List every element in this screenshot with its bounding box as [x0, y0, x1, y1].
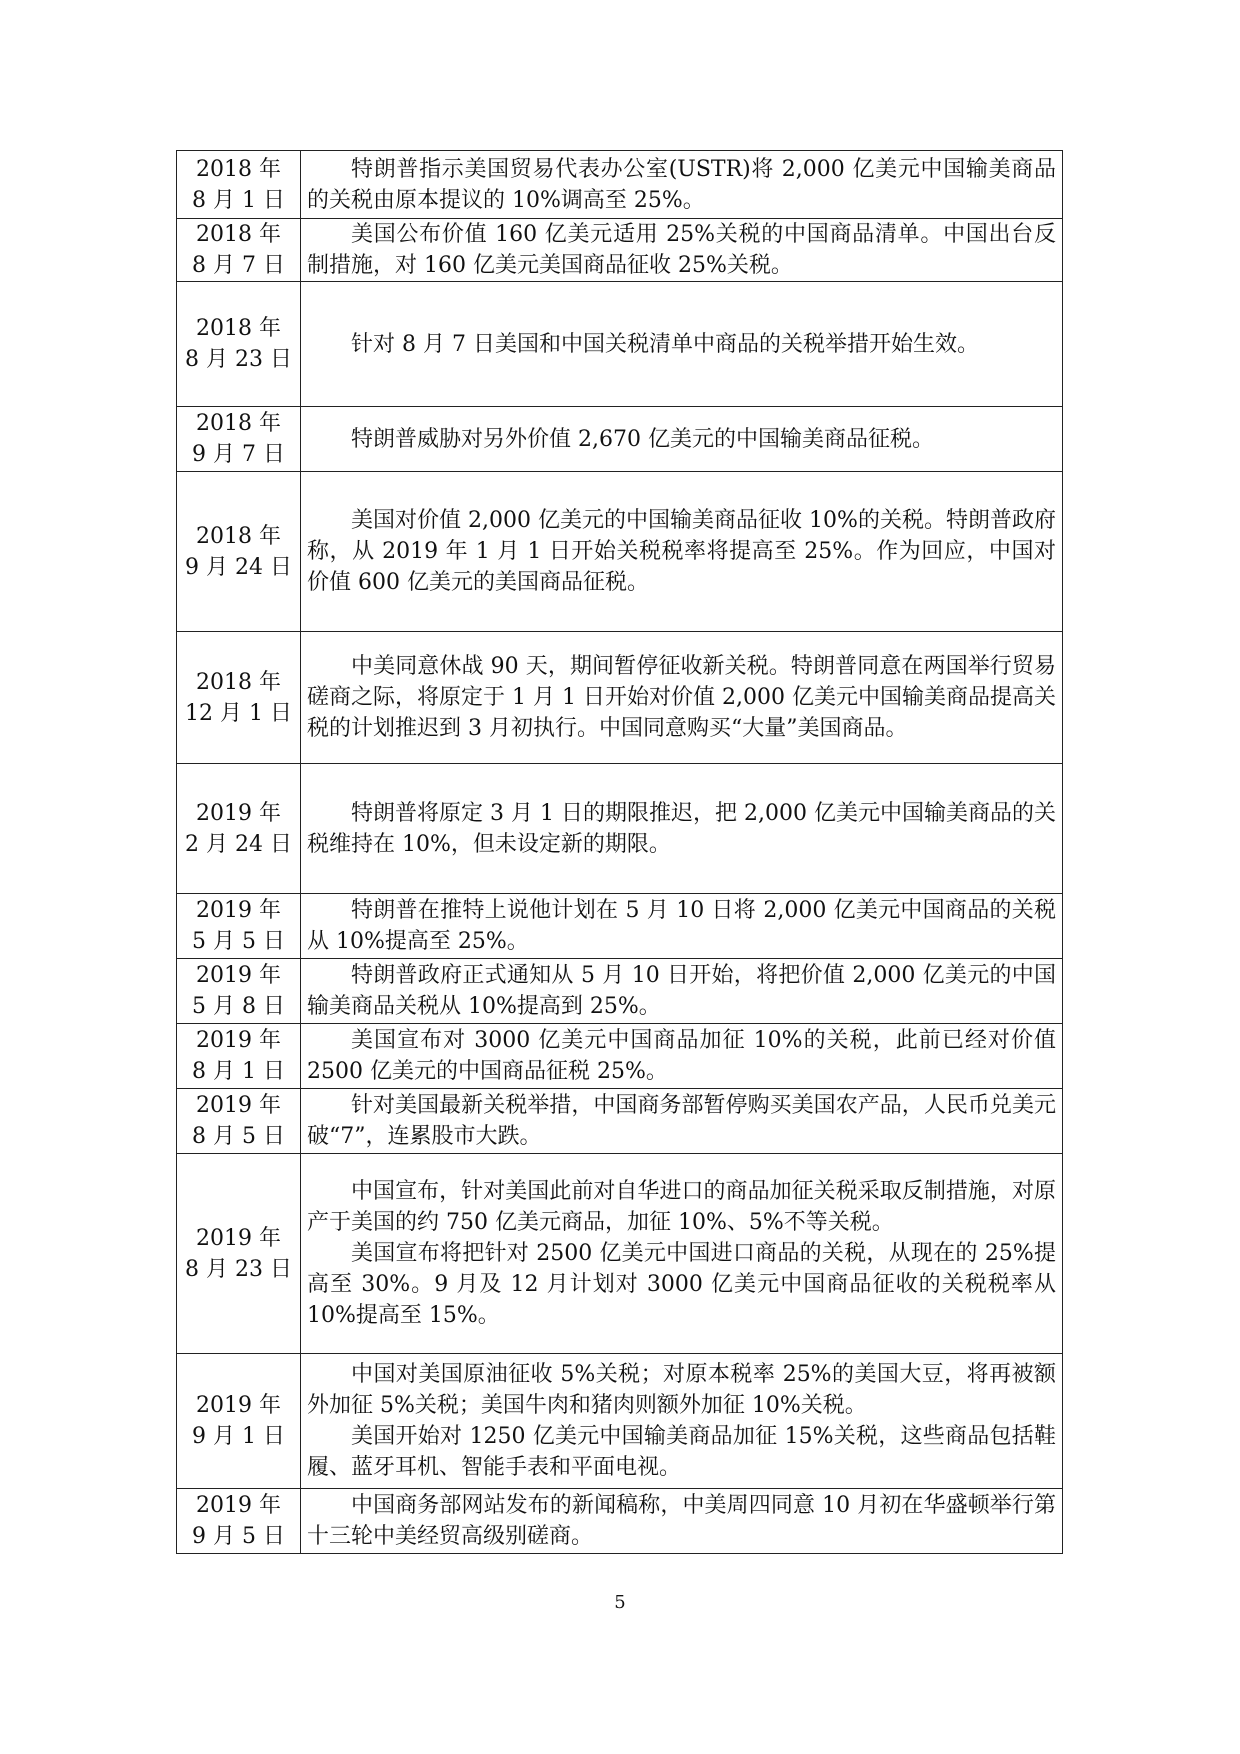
- event-text: 特朗普在推特上说他计划在 5 月 10 日将 2,000 亿美元中国商品的关税从 10%提高至 25%。: [307, 898, 1056, 954]
- table-row: [177, 764, 1063, 894]
- event-text: 特朗普指示美国贸易代表办公室(USTR)将 2,000 亿美元中国输美商品的关税由原本提议的 10%调高至 25%。: [307, 156, 1056, 213]
- table-row: [177, 632, 1063, 764]
- date-day: 9 月 24 日: [185, 554, 292, 580]
- date-cell: [177, 894, 301, 959]
- event-cell: [301, 764, 1063, 894]
- event-cell: [301, 894, 1063, 959]
- date-year: 2019 年: [196, 1493, 281, 1518]
- event-cell: [301, 1089, 1063, 1154]
- event-text: 特朗普将原定 3 月 1 日的期限推迟，把 2,000 亿美元中国输美商品的关税维持在 10%，但未设定新的期限。: [307, 800, 1056, 857]
- event-text: 特朗普政府正式通知从 5 月 10 日开始，将把价值 2,000 亿美元的中国输美商品关税从 10%提高到 25%。: [307, 963, 1056, 1019]
- date-cell: [177, 219, 301, 282]
- date-year: 2018 年: [196, 316, 281, 341]
- event-cell: [301, 959, 1063, 1024]
- date-cell: [177, 1154, 301, 1354]
- date-cell: [177, 407, 301, 472]
- date-day: 8 月 23 日: [185, 1256, 292, 1282]
- event-text: 中国对美国原油征收 5%关税；对原本税率 25%的美国大豆，将再被额外加征 5%关税；美国牛肉和猪肉则额外加征 10%关税。: [307, 1362, 1056, 1418]
- event-cell: [301, 1489, 1063, 1554]
- page-number: 5: [614, 1592, 626, 1613]
- event-cell: [301, 219, 1063, 282]
- date-year: 2019 年: [196, 898, 281, 923]
- event-text: 针对 8 月 7 日美国和中国关税清单中商品的关税举措开始生效。: [351, 331, 979, 357]
- event-cell: [301, 151, 1063, 219]
- table-row: [177, 1354, 1063, 1489]
- event-cell: [301, 1024, 1063, 1089]
- date-cell: [177, 1089, 301, 1154]
- date-year: 2019 年: [196, 1093, 281, 1118]
- date-day: 5 月 5 日: [192, 929, 285, 954]
- event-cell: [301, 1154, 1063, 1354]
- date-year: 2018 年: [196, 222, 281, 247]
- table-row: [177, 282, 1063, 407]
- date-cell: [177, 151, 301, 219]
- event-text: 美国公布价值 160 亿美元适用 25%关税的中国商品清单。中国出台反制措施，对 160 亿美元美国商品征收 25%关税。: [307, 222, 1056, 278]
- table-row: [177, 151, 1063, 219]
- date-year: 2019 年: [196, 1225, 281, 1251]
- date-year: 2019 年: [196, 800, 281, 826]
- date-day: 9 月 1 日: [192, 1424, 285, 1449]
- table-row: [177, 407, 1063, 472]
- date-cell: [177, 472, 301, 632]
- date-day: 9 月 5 日: [192, 1524, 285, 1549]
- date-cell: [177, 632, 301, 764]
- table-row: [177, 1089, 1063, 1154]
- date-day: 8 月 7 日: [192, 253, 285, 278]
- date-day: 8 月 23 日: [185, 347, 292, 372]
- event-text: 针对美国最新关税举措，中国商务部暂停购买美国农产品，人民币兑美元破“7”，连累股市大跌。: [307, 1093, 1056, 1149]
- event-cell: [301, 1354, 1063, 1489]
- event-cell: [301, 632, 1063, 764]
- table-row: [177, 219, 1063, 282]
- date-day: 8 月 5 日: [192, 1124, 285, 1149]
- date-year: 2018 年: [196, 669, 281, 695]
- date-year: 2019 年: [196, 1393, 281, 1418]
- date-year: 2018 年: [196, 156, 281, 182]
- event-text: 美国宣布对 3000 亿美元中国商品加征 10%的关税，此前已经对价值 2500 亿美元的中国商品征税 25%。: [307, 1028, 1056, 1084]
- event-cell: [301, 472, 1063, 632]
- table-row: [177, 1024, 1063, 1089]
- event-text: 美国开始对 1250 亿美元中国输美商品加征 15%关税，这些商品包括鞋履、蓝牙耳机、智能手表和平面电视。: [307, 1424, 1056, 1480]
- date-day: 12 月 1 日: [185, 700, 292, 726]
- date-cell: [177, 1489, 301, 1554]
- date-cell: [177, 764, 301, 894]
- date-day: 2 月 24 日: [185, 831, 292, 857]
- table-row: [177, 1154, 1063, 1354]
- table-row: [177, 894, 1063, 959]
- event-text: 中国商务部网站发布的新闻稿称，中美周四同意 10 月初在华盛顿举行第十三轮中美经贸高级别磋商。: [307, 1493, 1056, 1549]
- date-cell: [177, 1354, 301, 1489]
- date-year: 2019 年: [196, 1028, 281, 1053]
- date-day: 8 月 1 日: [192, 187, 285, 213]
- date-year: 2018 年: [196, 523, 281, 549]
- date-year: 2018 年: [196, 411, 281, 436]
- date-day: 5 月 8 日: [192, 994, 285, 1019]
- event-text: 美国宣布将把针对 2500 亿美元中国进口商品的关税，从现在的 25%提高至 30%。9 月及 12 月计划对 3000 亿美元中国商品征收的关税税率从 10%提高至 15%。: [307, 1241, 1056, 1328]
- table-row: [177, 1489, 1063, 1554]
- date-day: 9 月 7 日: [192, 442, 285, 467]
- date-cell: [177, 282, 301, 407]
- event-cell: [301, 282, 1063, 407]
- event-text: 特朗普威胁对另外价值 2,670 亿美元的中国输美商品征税。: [351, 426, 934, 452]
- date-cell: [177, 1024, 301, 1089]
- date-year: 2019 年: [196, 963, 281, 988]
- event-text: 中美同意休战 90 天，期间暂停征收新关税。特朗普同意在两国举行贸易磋商之际，将原定于 1 月 1 日开始对价值 2,000 亿美元中国输美商品提高关税的计划推迟到 3 月初执行。中国同意购买“大量”美国商品。: [307, 654, 1056, 741]
- date-cell: [177, 959, 301, 1024]
- event-cell: [301, 407, 1063, 472]
- event-text: 中国宣布，针对美国此前对自华进口的商品加征关税采取反制措施，对原产于美国的约 750 亿美元商品，加征 10%、5%不等关税。: [307, 1179, 1056, 1235]
- date-day: 8 月 1 日: [192, 1059, 285, 1084]
- trade-war-timeline-table: [176, 150, 1063, 1554]
- table-row: [177, 959, 1063, 1024]
- table-row: [177, 472, 1063, 632]
- event-text: 美国对价值 2,000 亿美元的中国输美商品征收 10%的关税。特朗普政府称，从 2019 年 1 月 1 日开始关税税率将提高至 25%。作为回应，中国对价值 600 亿美元的美国商品征税。: [307, 508, 1056, 595]
